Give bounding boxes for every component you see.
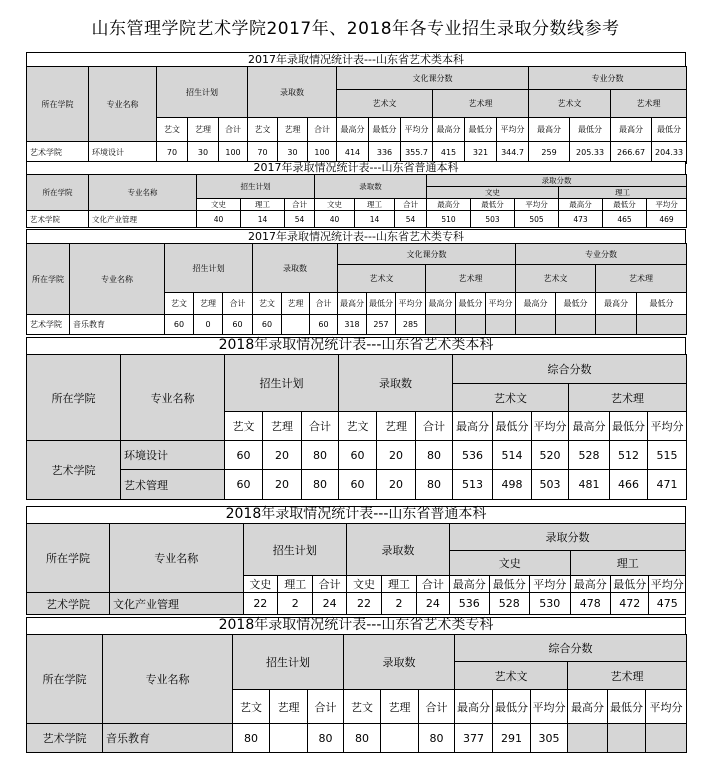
header-total: 合计 xyxy=(285,199,315,211)
header-major: 专业名称 xyxy=(121,355,225,441)
cell: 321 xyxy=(465,142,497,164)
cell xyxy=(568,724,608,753)
header-yili: 艺理 xyxy=(377,412,416,441)
header-avg: 平均分 xyxy=(648,412,687,441)
cell: 艺术管理 xyxy=(121,470,225,500)
header-art-sci: 艺术理 xyxy=(596,265,687,293)
header-ligong: 理工 xyxy=(241,199,285,211)
header-art-sci: 艺术理 xyxy=(611,90,687,118)
table-2018-art-undergrad xyxy=(26,337,686,500)
header-yiwen: 艺文 xyxy=(233,690,270,724)
header-admit: 录取数 xyxy=(344,635,455,690)
cell: 100 xyxy=(308,142,337,164)
header-max: 最高分 xyxy=(433,118,465,142)
header-plan: 招生计划 xyxy=(243,524,346,576)
header-yiwen: 艺文 xyxy=(165,293,194,315)
header-total: 合计 xyxy=(308,690,344,724)
header-total: 合计 xyxy=(223,293,253,315)
header-pro: 专业分数 xyxy=(516,244,687,265)
header-min: 最低分 xyxy=(367,293,396,315)
cell: 503 xyxy=(532,470,569,500)
header-avg: 平均分 xyxy=(515,199,559,211)
cell: 80 xyxy=(416,470,453,500)
cell: 54 xyxy=(285,211,315,228)
header-comp: 综合分数 xyxy=(455,635,687,662)
header-max: 最高分 xyxy=(450,576,489,593)
cell: 100 xyxy=(219,142,248,164)
cell xyxy=(486,315,516,335)
cell: 80 xyxy=(416,441,453,470)
page-title: 山东管理学院艺术学院2017年、2018年各专业招生录取分数线参考 xyxy=(91,19,620,39)
cell: 473 xyxy=(559,211,603,228)
cell: 54 xyxy=(395,211,427,228)
cell: 30 xyxy=(188,142,219,164)
header-college: 所在学院 xyxy=(27,524,110,593)
cell: 414 xyxy=(337,142,369,164)
cell: 266.67 xyxy=(611,142,652,164)
header-total: 合计 xyxy=(416,412,453,441)
header-avg: 平均分 xyxy=(396,293,426,315)
header-min: 最低分 xyxy=(493,412,532,441)
cell: 415 xyxy=(433,142,465,164)
header-yili: 艺理 xyxy=(278,118,308,142)
cell: 艺术学院 xyxy=(27,142,89,164)
cell: 22 xyxy=(346,593,381,615)
cell: 文化产业管理 xyxy=(89,211,197,228)
cell: 257 xyxy=(367,315,396,335)
cell: 2 xyxy=(278,593,313,615)
table-row xyxy=(27,441,687,470)
header-avg: 平均分 xyxy=(401,118,433,142)
header-yili: 艺理 xyxy=(263,412,302,441)
cell: 70 xyxy=(248,142,278,164)
header-art-arts: 艺术文 xyxy=(516,265,596,293)
header-major: 专业名称 xyxy=(110,524,244,593)
header-major: 专业名称 xyxy=(89,175,197,211)
cell: 528 xyxy=(569,441,610,470)
header-ligong: 理工 xyxy=(382,576,416,593)
cell: 艺术学院 xyxy=(27,315,70,335)
cell: 14 xyxy=(355,211,395,228)
table-title: 2018年录取情况统计表---山东省艺术类专科 xyxy=(26,617,686,634)
header-plan: 招生计划 xyxy=(225,355,339,412)
cell: 80 xyxy=(419,724,455,753)
header-max: 最高分 xyxy=(570,576,610,593)
cell: 60 xyxy=(253,315,282,335)
header-arts: 文史 xyxy=(427,187,559,199)
cell: 503 xyxy=(471,211,515,228)
cell: 24 xyxy=(416,593,449,615)
header-min: 最低分 xyxy=(489,576,529,593)
cell-college: 艺术学院 xyxy=(27,441,121,500)
table-2017-art-undergrad xyxy=(26,52,686,164)
header-major: 专业名称 xyxy=(70,244,165,315)
header-avg: 平均分 xyxy=(532,412,569,441)
cell xyxy=(637,315,687,335)
header-sci: 理工 xyxy=(559,187,687,199)
cell xyxy=(282,315,310,335)
header-avg: 平均分 xyxy=(646,690,687,724)
cell: 0 xyxy=(194,315,223,335)
cell: 305 xyxy=(531,724,568,753)
header-art-sci: 艺术理 xyxy=(568,662,687,690)
header-wenshi: 文史 xyxy=(243,576,277,593)
cell: 536 xyxy=(453,441,493,470)
table-row xyxy=(27,724,687,753)
cell: 204.33 xyxy=(652,142,687,164)
header-max: 最高分 xyxy=(453,412,493,441)
header-yiwen: 艺文 xyxy=(157,118,188,142)
header-wenshi: 文史 xyxy=(197,199,241,211)
cell: 510 xyxy=(427,211,471,228)
cell: 80 xyxy=(233,724,270,753)
header-total: 合计 xyxy=(219,118,248,142)
cell xyxy=(426,315,456,335)
header-art-sci: 艺术理 xyxy=(569,384,687,412)
cell: 513 xyxy=(453,470,493,500)
cell: 285 xyxy=(396,315,426,335)
header-min: 最低分 xyxy=(610,576,648,593)
header-culture: 文化课分数 xyxy=(338,244,516,265)
cell: 音乐教育 xyxy=(103,724,233,753)
header-college: 所在学院 xyxy=(27,355,121,441)
cell: 478 xyxy=(570,593,610,615)
table-title: 2017年录取情况统计表---山东省艺术类本科 xyxy=(26,52,686,66)
header-plan: 招生计划 xyxy=(233,635,344,690)
header-yiwen: 艺文 xyxy=(344,690,381,724)
cell: 40 xyxy=(197,211,241,228)
header-max: 最高分 xyxy=(455,690,493,724)
cell: 481 xyxy=(569,470,610,500)
cell xyxy=(556,315,596,335)
cell: 465 xyxy=(603,211,647,228)
cell: 60 xyxy=(165,315,194,335)
header-avg: 平均分 xyxy=(649,576,686,593)
cell: 文化产业管理 xyxy=(110,593,244,615)
cell: 80 xyxy=(308,724,344,753)
header-art-sci: 艺术理 xyxy=(426,265,516,293)
header-plan: 招生计划 xyxy=(165,244,253,293)
cell: 20 xyxy=(263,470,302,500)
header-college: 所在学院 xyxy=(27,635,103,724)
header-max: 最高分 xyxy=(559,199,603,211)
cell: 528 xyxy=(489,593,529,615)
header-max: 最高分 xyxy=(337,118,369,142)
cell: 80 xyxy=(302,470,339,500)
header-art-arts: 艺术文 xyxy=(338,265,426,293)
header-college: 所在学院 xyxy=(27,67,89,142)
header-yili: 艺理 xyxy=(282,293,310,315)
header-admit: 录取数 xyxy=(248,67,337,118)
header-max: 最高分 xyxy=(338,293,367,315)
header-ligong: 理工 xyxy=(355,199,395,211)
header-wenshi: 文史 xyxy=(315,199,355,211)
cell: 音乐教育 xyxy=(70,315,165,335)
cell: 520 xyxy=(532,441,569,470)
cell: 艺术学院 xyxy=(27,724,103,753)
cell: 60 xyxy=(223,315,253,335)
header-min: 最低分 xyxy=(652,118,687,142)
header-min: 最低分 xyxy=(610,412,648,441)
cell: 环境设计 xyxy=(121,441,225,470)
cell: 80 xyxy=(344,724,381,753)
cell: 2 xyxy=(382,593,416,615)
header-yiwen: 艺文 xyxy=(248,118,278,142)
header-pro: 专业分数 xyxy=(529,67,687,90)
cell: 60 xyxy=(225,441,263,470)
header-min: 最低分 xyxy=(603,199,647,211)
header-yili: 艺理 xyxy=(188,118,219,142)
header-min: 最低分 xyxy=(570,118,611,142)
cell: 70 xyxy=(157,142,188,164)
header-avg: 平均分 xyxy=(530,576,570,593)
header-max: 最高分 xyxy=(568,690,608,724)
cell: 530 xyxy=(530,593,570,615)
table-row xyxy=(27,315,687,335)
header-max: 最高分 xyxy=(569,412,610,441)
cell: 536 xyxy=(450,593,489,615)
cell: 80 xyxy=(302,441,339,470)
header-total: 合计 xyxy=(395,199,427,211)
header-arts: 文史 xyxy=(450,551,570,576)
cell: 318 xyxy=(338,315,367,335)
header-total: 合计 xyxy=(313,576,346,593)
header-ligong: 理工 xyxy=(278,576,313,593)
cell: 505 xyxy=(515,211,559,228)
header-min: 最低分 xyxy=(493,690,531,724)
header-min: 最低分 xyxy=(456,293,486,315)
table-title: 2018年录取情况统计表---山东省艺术类本科 xyxy=(26,337,686,354)
cell xyxy=(596,315,637,335)
header-admit: 录取数 xyxy=(339,355,453,412)
header-total: 合计 xyxy=(310,293,338,315)
header-art-arts: 艺术文 xyxy=(337,90,433,118)
cell: 471 xyxy=(648,470,687,500)
cell xyxy=(456,315,486,335)
header-admit: 录取数 xyxy=(346,524,449,576)
header-admit-score: 录取分数 xyxy=(427,175,687,187)
cell: 336 xyxy=(369,142,401,164)
header-sci: 理工 xyxy=(570,551,686,576)
header-admit-score: 录取分数 xyxy=(450,524,686,551)
header-max: 最高分 xyxy=(516,293,556,315)
header-avg: 平均分 xyxy=(531,690,568,724)
cell: 355.7 xyxy=(401,142,433,164)
header-max: 最高分 xyxy=(611,118,652,142)
header-min: 最低分 xyxy=(471,199,515,211)
header-art-arts: 艺术文 xyxy=(455,662,568,690)
table-2017-general-undergrad xyxy=(26,161,686,228)
cell: 环境设计 xyxy=(89,142,157,164)
header-min: 最低分 xyxy=(556,293,596,315)
cell: 30 xyxy=(278,142,308,164)
header-yili: 艺理 xyxy=(270,690,308,724)
cell: 24 xyxy=(313,593,346,615)
header-college: 所在学院 xyxy=(27,244,70,315)
header-yiwen: 艺文 xyxy=(253,293,282,315)
cell: 40 xyxy=(315,211,355,228)
table-row xyxy=(27,593,686,615)
header-total: 合计 xyxy=(416,576,449,593)
table-2017-art-college xyxy=(26,229,686,335)
table-2018-art-college xyxy=(26,617,686,753)
header-max: 最高分 xyxy=(427,199,471,211)
header-art-arts: 艺术文 xyxy=(453,384,569,412)
cell: 20 xyxy=(377,441,416,470)
cell: 20 xyxy=(263,441,302,470)
header-avg: 平均分 xyxy=(497,118,529,142)
table-title: 2017年录取情况统计表---山东省艺术类专科 xyxy=(26,229,686,243)
header-major: 专业名称 xyxy=(103,635,233,724)
header-total: 合计 xyxy=(302,412,339,441)
cell xyxy=(608,724,646,753)
cell: 498 xyxy=(493,470,532,500)
cell: 60 xyxy=(225,470,263,500)
header-wenshi: 文史 xyxy=(346,576,381,593)
header-min: 最低分 xyxy=(637,293,687,315)
cell: 20 xyxy=(377,470,416,500)
cell xyxy=(381,724,419,753)
cell: 514 xyxy=(493,441,532,470)
header-total: 合计 xyxy=(308,118,337,142)
cell: 205.33 xyxy=(570,142,611,164)
cell xyxy=(516,315,556,335)
cell xyxy=(270,724,308,753)
header-plan: 招生计划 xyxy=(197,175,315,199)
cell: 515 xyxy=(648,441,687,470)
cell: 60 xyxy=(310,315,338,335)
cell: 472 xyxy=(610,593,648,615)
header-max: 最高分 xyxy=(529,118,570,142)
cell: 466 xyxy=(610,470,648,500)
cell: 377 xyxy=(455,724,493,753)
header-yiwen: 艺文 xyxy=(225,412,263,441)
table-2018-general-undergrad xyxy=(26,506,686,615)
cell: 60 xyxy=(339,470,377,500)
header-min: 最低分 xyxy=(608,690,646,724)
header-comp: 综合分数 xyxy=(453,355,687,384)
cell: 344.7 xyxy=(497,142,529,164)
header-avg: 平均分 xyxy=(647,199,687,211)
cell: 艺术学院 xyxy=(27,593,110,615)
table-title: 2017年录取情况统计表---山东省普通本科 xyxy=(26,161,686,174)
header-min: 最低分 xyxy=(465,118,497,142)
cell: 469 xyxy=(647,211,687,228)
header-major: 专业名称 xyxy=(89,67,157,142)
cell: 291 xyxy=(493,724,531,753)
header-max: 最高分 xyxy=(596,293,637,315)
cell xyxy=(646,724,687,753)
header-yiwen: 艺文 xyxy=(339,412,377,441)
cell: 艺术学院 xyxy=(27,211,89,228)
header-art-sci: 艺术理 xyxy=(433,90,529,118)
cell: 512 xyxy=(610,441,648,470)
header-admit: 录取数 xyxy=(315,175,427,199)
table-row xyxy=(27,211,687,228)
header-plan: 招生计划 xyxy=(157,67,248,118)
header-admit: 录取数 xyxy=(253,244,338,293)
header-art-arts: 艺术文 xyxy=(529,90,611,118)
header-yili: 艺理 xyxy=(381,690,419,724)
header-college: 所在学院 xyxy=(27,175,89,211)
cell: 259 xyxy=(529,142,570,164)
header-max: 最高分 xyxy=(426,293,456,315)
header-avg: 平均分 xyxy=(486,293,516,315)
cell: 475 xyxy=(649,593,686,615)
header-culture: 文化课分数 xyxy=(337,67,529,90)
cell: 60 xyxy=(339,441,377,470)
cell: 14 xyxy=(241,211,285,228)
table-title: 2018年录取情况统计表---山东省普通本科 xyxy=(26,506,686,523)
header-yili: 艺理 xyxy=(194,293,223,315)
cell: 22 xyxy=(243,593,277,615)
table-row xyxy=(27,470,687,500)
header-min: 最低分 xyxy=(369,118,401,142)
header-total: 合计 xyxy=(419,690,455,724)
